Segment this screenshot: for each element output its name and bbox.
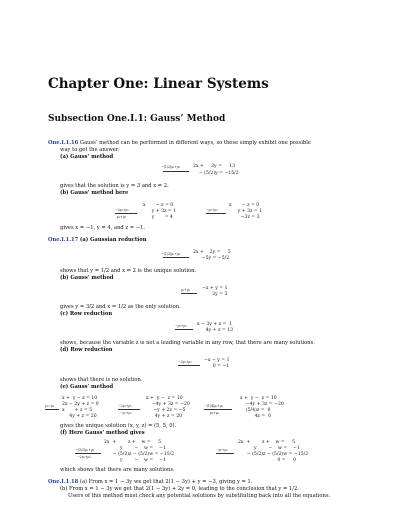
exercise-17b-row-op: ρ₁+ρ₂ [181, 288, 190, 292]
arrow-icon [163, 257, 189, 258]
exercise-16a-eq1: 2x + 3y = 13 [193, 164, 236, 169]
exercise-17e-row-op-2a: −2ρ₁+ρ₂ [118, 404, 132, 408]
exercise-17f-system-2: 2x + z + w = 5 y − w = −1 − (5/2)z − (5/2)w = −15/2 0 = 0 [238, 440, 309, 463]
exercise-17a-solution: shows that y = 1/2 and x = 2 is the unique solution. [60, 268, 197, 274]
exercise-17f-system-1: 2x + z + w = 5 y − w = −1 − (5/2)z − (5/2)w = −15/2 y − w = −1 [104, 440, 175, 463]
exercise-17c-system: x − 3y + z = 1 4y + z = 13 [197, 322, 234, 333]
exercise-16b-row-op-1: −3ρ₁+ρ₂ [115, 208, 129, 212]
exercise-16-intro-text: Gauss’ method can be performed in different ways, so these simply exhibit one possible [79, 140, 311, 146]
arrow-icon [118, 409, 140, 410]
exercise-17d-solution: shows that there is no solution. [60, 377, 143, 383]
exercise-17c-solution: shows, because the variable z is not a leading variable in any row, that there are many solutions. [60, 340, 315, 346]
exercise-17c-row-op: −ρ₁+ρ₂ [175, 324, 187, 328]
exercise-16b-label: (b) Gauss’ method here [60, 190, 129, 196]
arrow-icon [163, 171, 189, 172]
exercise-17e-system-3: x + y − z = 10 −4y + 3z = −20 (5/4)z = 0 4z = 0 [240, 396, 284, 419]
arrow-icon [181, 293, 197, 294]
exercise-18-number[interactable]: One.I.1.18 [48, 479, 79, 485]
exercise-17a-row-op: −(1/2)ρ₁+ρ₂ [161, 252, 181, 256]
exercise-17f-row-op-1b: −2ρ₁+ρ₄ [77, 455, 91, 459]
exercise-16b-row-op-2: −ρ₂+ρ₃ [206, 208, 218, 212]
exercise-16a-label: (a) Gauss’ method [60, 154, 114, 160]
exercise-17e-row-op-3a: −(1/4)ρ₂+ρ₃ [204, 404, 224, 408]
arrow-icon [115, 213, 137, 214]
exercise-17a-label: (a) Gaussian reduction [79, 237, 147, 243]
exercise-17f-row-op-2: −ρ₂+ρ₄ [216, 448, 228, 452]
chapter-title: Chapter One: Linear Systems [48, 76, 269, 92]
exercise-17d-row-op: −3ρ₁+ρ₂ [178, 360, 192, 364]
arrow-icon [75, 453, 101, 454]
exercise-17-start [48, 237, 147, 244]
exercise-18b-text: (b) From x = 1 − 3y we get that 2(1 − 3y) + 2y = 0, leading to the conclusion that y = 1/2. [60, 486, 300, 492]
exercise-16b-solution: gives x = −1, y = 4, and z = −1. [60, 225, 146, 231]
exercise-16-intro-line2: way to get the answer. [60, 147, 120, 153]
arrow-icon [175, 329, 193, 330]
exercise-16-intro [48, 140, 311, 147]
exercise-17b-solution: gives y = 3/2 and x = 1/2 as the only solution. [60, 304, 181, 310]
arrow-icon [216, 453, 234, 454]
exercise-17a-system: 2x + 2y = 5 −5y = −5/2 [193, 250, 231, 261]
exercise-17b-label: (b) Gauss’ method [60, 275, 114, 281]
exercise-17e-system-1: x + y − z = 10 2x − 2y + z = 0 x + z = 5 4y + z = 20 [62, 396, 99, 419]
exercise-17-number[interactable]: One.I.1.17 [48, 237, 79, 243]
exercise-17f-solution: which shows that there are many solutions. [60, 467, 175, 473]
arrow-icon [45, 409, 59, 410]
exercise-17e-row-op-3b: ρ₂+ρ₄ [210, 411, 219, 415]
exercise-17b-system: −x + y = 1 2y = 3 [202, 286, 228, 297]
exercise-17e-label: (e) Gauss’ method [60, 384, 114, 390]
exercise-17e-row-op-2b: −ρ₁+ρ₃ [120, 411, 132, 415]
arrow-icon [206, 213, 226, 214]
exercise-16-number[interactable]: One.I.1.16 [48, 140, 79, 146]
exercise-17d-label: (d) Row reduction [60, 347, 113, 353]
subsection-title: Subsection One.I.1: Gauss’ Method [48, 114, 226, 124]
exercise-17e-system-2: x + y − z = 10 −4y + 3z = −20 −y + 2z = −5 4y + z = 20 [146, 396, 190, 419]
exercise-16b-system-left: x − z = 0 y + 3z = 1 y = 4 [143, 203, 177, 220]
exercise-18c-text: Users of this method must check any potential solutions by substituting back into all the equations. [68, 493, 331, 499]
arrow-icon [178, 365, 200, 366]
exercise-17f-label: (f) Here Gauss’ method gives [60, 430, 145, 436]
exercise-18a-text: (a) From x = 1 − 3y we get that 2(1 − 3y) + y = −3, giving y = 1. [79, 479, 253, 485]
exercise-17f-row-op-1a: −(3/2)ρ₁+ρ₃ [75, 448, 95, 452]
arrow-icon [204, 409, 232, 410]
exercise-16b-system-right: x − z = 0 y + 3z = 1 −3z = 3 [229, 203, 263, 220]
exercise-17c-label: (c) Row reduction [60, 311, 113, 317]
exercise-17e-solution: gives the unique solution (x, y, z) = (5, 5, 0). [60, 423, 177, 429]
exercise-16a-eq2: − (5/2)y = −15/2 [193, 171, 239, 176]
exercise-16b-row-op-1b: ρ₁+ρ₃ [117, 215, 126, 219]
exercise-17d-system: −x − y = 1 0 = −1 [204, 358, 230, 369]
exercise-16a-row-op: −(1/2)ρ₁+ρ₂ [161, 165, 181, 169]
exercise-18-start [48, 479, 253, 486]
exercise-16a-solution: gives that the solution is y = 3 and x = 2. [60, 183, 169, 189]
exercise-17e-row-op-1: ρ₁↔ρ₄ [45, 404, 54, 408]
